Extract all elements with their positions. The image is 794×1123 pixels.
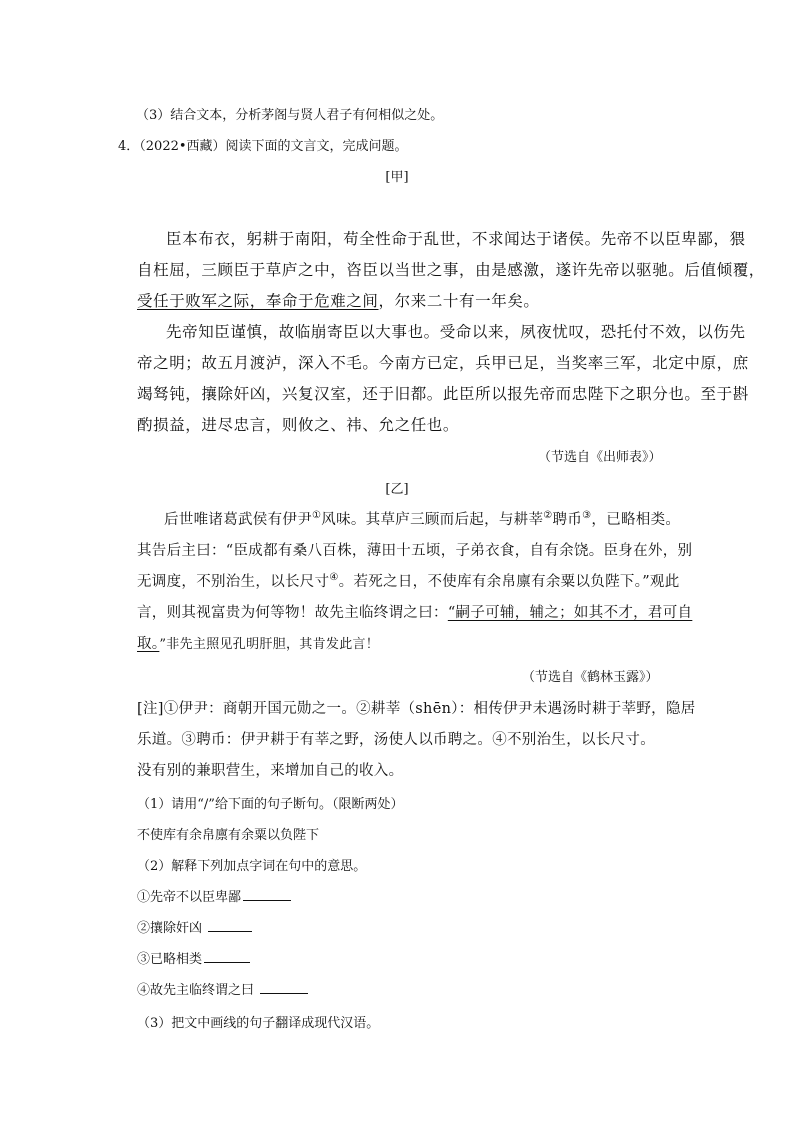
- jia-p1-line3: 受任于败军之际，奉命于危难之间，尔来二十有一年矣。: [137, 292, 540, 310]
- jia-p2-line2: 帝之明；故五月渡泸，深入不毛。今南方已定，兵甲已足，当奖率三军，北定中原，庶: [137, 354, 749, 372]
- underlined-sentence-yi-part1: “嗣子可辅，辅之；如其不才，君可自: [447, 605, 693, 621]
- section-yi-label: [乙]: [385, 482, 409, 497]
- note-ref-1: ①: [312, 510, 322, 522]
- notes-line3: 没有别的兼职营生，来增加自己的收入。: [137, 763, 404, 779]
- jia-source: （节选自《出师表》）: [538, 450, 662, 465]
- sub-question-1: （1）请用“/”给下面的句子断句。（限断两处）: [137, 797, 404, 812]
- section-jia-label: [甲]: [385, 170, 409, 185]
- note-ref-3: ③: [582, 510, 592, 522]
- sub-question-2-item-3: ③已略相类: [137, 948, 250, 967]
- underlined-sentence-jia: 受任于败军之际，奉命于危难之间: [137, 292, 379, 310]
- notes-line1: [注]①伊尹：商朝开国元勋之一。②耕莘（shēn）：相传伊尹未遇汤时耕于莘野，隐居: [137, 701, 696, 717]
- jia-p1-line2: 自枉屈，三顾臣于草庐之中，咨臣以当世之事，由是感激，遂许先帝以驱驰。后值倾覆，: [137, 261, 765, 279]
- sub-question-2-item-1: ①先帝不以臣卑鄙: [137, 886, 291, 905]
- sub-question-2-item-4: ④故先主临终谓之曰: [137, 979, 308, 998]
- sub-question-1-sentence: 不使库有余帛廪有余粟以负陛下: [137, 828, 320, 843]
- answer-blank-1[interactable]: [243, 887, 291, 901]
- notes-line2: 乐道。③聘币：伊尹耕于有莘之野，汤使人以币聘之。④不别治生，以长尺寸。: [137, 732, 655, 748]
- sub-question-3: （3）把文中画线的句子翻译成现代汉语。: [137, 1016, 380, 1031]
- yi-line3: 无调度，不别治生，以长尺寸④。若死之日，不使库有余帛廪有余粟以负陛下。”观此: [137, 572, 680, 590]
- yi-line2: 其告后主曰：“臣成都有桑八百株，薄田十五顷，子弟衣食，自有余饶。臣身在外，别: [137, 543, 693, 559]
- jia-p2-line1: 先帝知臣谨慎，故临崩寄臣以大事也。受命以来，夙夜忧叹，恐托付不效，以伤先: [166, 323, 746, 341]
- note-ref-2: ②: [543, 510, 553, 522]
- yi-source: （节选自《鹤林玉露》）: [522, 670, 659, 685]
- answer-blank-2[interactable]: [208, 918, 252, 932]
- yi-line5: 取。”非先主照见孔明肝胆，其肯发此言！: [137, 636, 380, 652]
- prev-question-3: （3）结合文本，分析茅阁与贤人君子有何相似之处。: [136, 108, 444, 123]
- jia-p2-line4: 酌损益，进尽忠言，则攸之、祎、允之任也。: [137, 416, 460, 434]
- note-ref-4: ④: [329, 572, 339, 584]
- yi-line4: 言，则其视富贵为何等物！故先主临终谓之曰：“嗣子可辅，辅之；如其不才，君可自: [137, 605, 693, 621]
- yi-line1: 后世唯诸葛武侯有伊尹①风味。其草庐三顾而后起，与耕莘②聘币③，已略相类。: [164, 510, 681, 528]
- underlined-sentence-yi-part2: 取。: [137, 636, 160, 652]
- jia-p1-line1: 臣本布衣，躬耕于南阳，苟全性命于乱世，不求闻达于诸侯。先帝不以臣卑鄙，猥: [166, 230, 746, 248]
- jia-p2-line3: 竭驽钝，攘除奸凶，兴复汉室，还于旧都。此臣所以报先帝而忠陛下之职分也。至于斟: [137, 385, 749, 403]
- sub-question-2: （2）解释下列加点字词在句中的意思。: [137, 859, 367, 874]
- sub-question-2-item-2: ②攘除奸凶: [137, 917, 252, 936]
- question-4-title: 4．（2022•西藏）阅读下面的文言文，完成问题。: [118, 139, 408, 154]
- answer-blank-4[interactable]: [260, 980, 308, 994]
- answer-blank-3[interactable]: [204, 949, 250, 963]
